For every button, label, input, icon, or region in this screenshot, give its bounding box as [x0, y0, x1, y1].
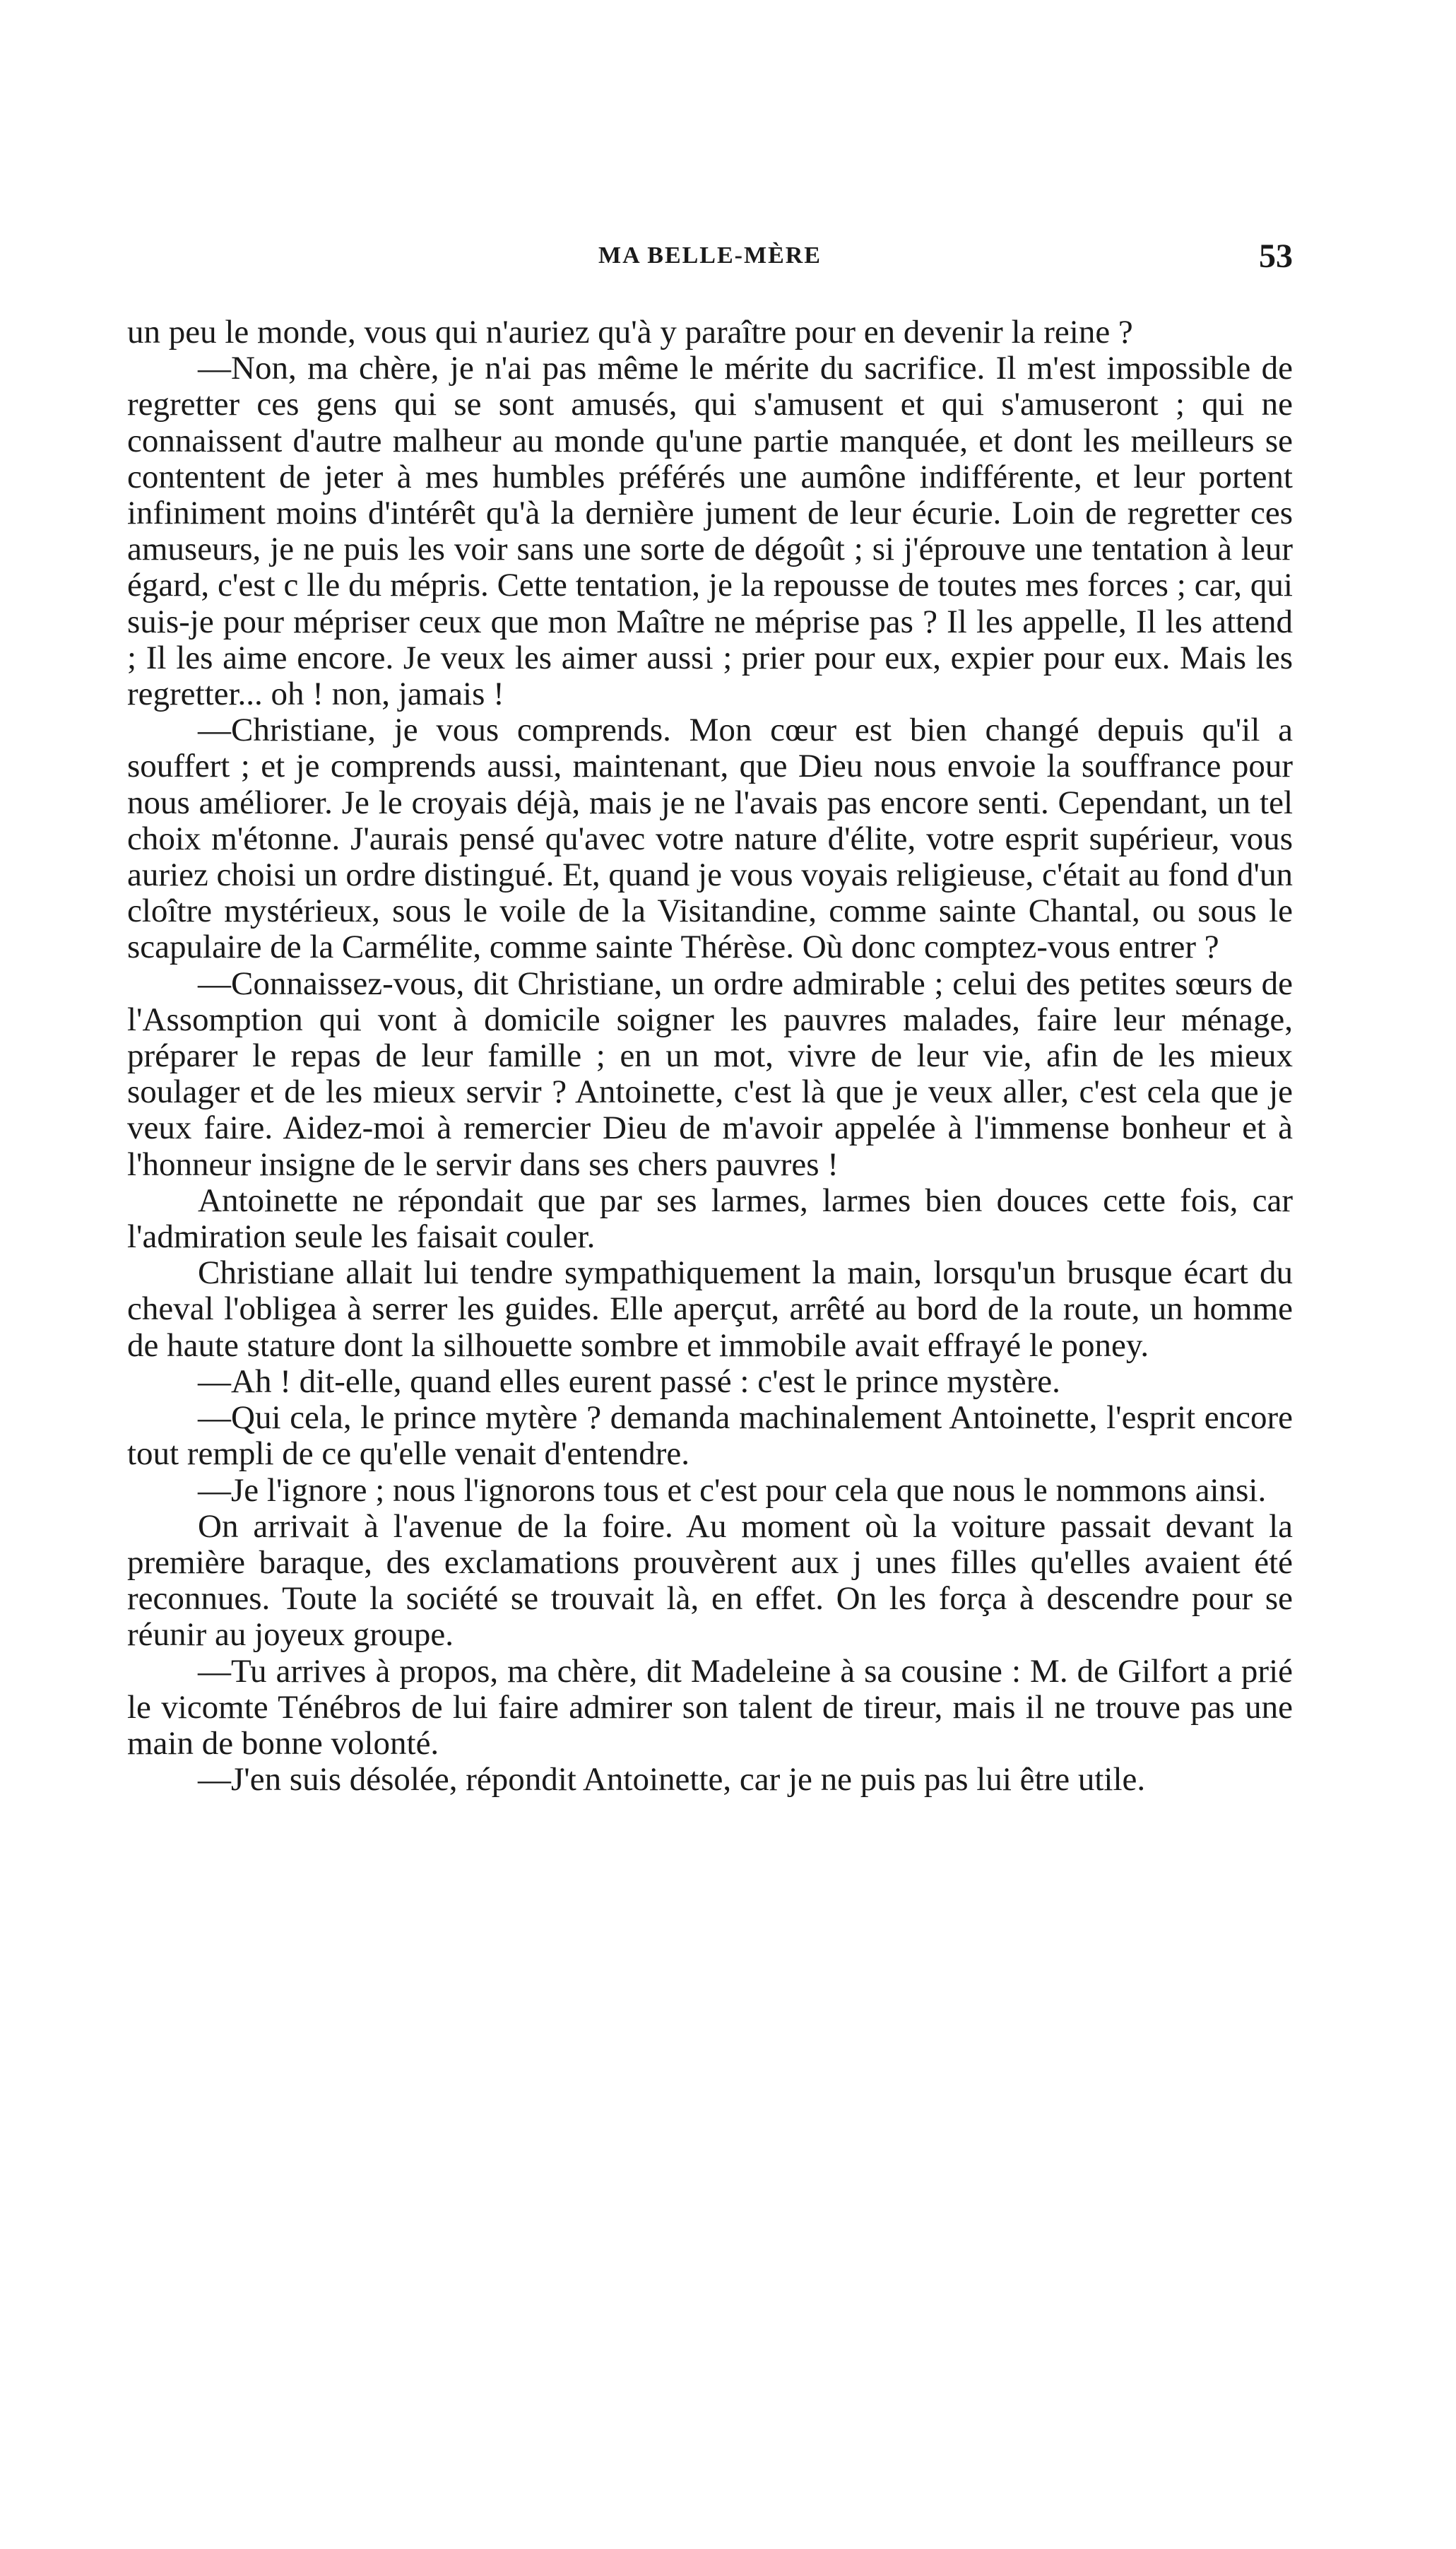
paragraph: —Tu arrives à propos, ma chère, dit Madeleine à sa cousine : M. de Gilfort a prié le vicomte Ténébros de lui faire admirer son talent de tireur, mais il ne trouve pas une main de bonne volonté. [127, 1652, 1293, 1762]
paragraph: —Christiane, je vous comprends. Mon cœur est bien changé depuis qu'il a souffert ; et je comprends aussi, maintenant, que Dieu nous envoie la souffrance pour nous améliorer. Je le croyais déjà, mais je ne l'avais pas encore senti. Cependant, un tel choix m'étonne. J'aurais pensé qu'avec votre nature d'élite, votre esprit supérieur, vous auriez choisi un ordre distingué. Et, quand je vous voyais religieuse, c'était au fond d'un cloître mystérieux, sous le voile de la Visitandine, comme sainte Chantal, ou sous le scapulaire de la Carmélite, comme sainte Thérèse. Où donc comptez-vous entrer ? [127, 712, 1293, 966]
paragraph: —Non, ma chère, je n'ai pas même le mérite du sacrifice. Il m'est impossible de regretter ces gens qui se sont amusés, qui s'amusent et qui s'amuseront ; qui ne connaissent d'autre malheur au monde qu'une partie manquée, et dont les meilleurs se contentent de jeter à mes humbles préférés une aumône indifférente, et leur portent infiniment moins d'intérêt qu'à la dernière jument de leur écurie. Loin de regretter ces amuseurs, je ne puis les voir sans une sorte de dégoût ; si j'éprouve une tentation à leur égard, c'est c lle du mépris. Cette tentation, je la repousse de toutes mes forces ; car, qui suis-je pour mépriser ceux que mon Maître ne méprise pas ? Il les appelle, Il les attend ; Il les aime encore. Je veux les aimer aussi ; prier pour eux, expier pour eux. Mais les regretter... oh ! non, jamais ! [127, 350, 1293, 713]
paragraph: —Je l'ignore ; nous l'ignorons tous et c'est pour cela que nous le nommons ainsi. [198, 1471, 1267, 1509]
paragraph: —Ah ! dit-elle, quand elles eurent passé : c'est le prince mystère. [198, 1362, 1060, 1400]
paragraph: Antoinette ne répondait que par ses larmes, larmes bien douces cette fois, car l'admiration seule les faisait couler. [127, 1182, 1293, 1256]
paragraph: On arrivait à l'avenue de la foire. Au moment où la voiture passait devant la première baraque, des exclamations prouvèrent aux j unes filles qu'elles avaient été reconnues. Toute la société se trouvait là, en effet. On les força à descendre pour se réunir au joyeux groupe. [127, 1507, 1293, 1654]
paragraph: Christiane allait lui tendre sympathiquement la main, lorsqu'un brusque écart du cheval l'obligea à serrer les guides. Elle aperçut, arrêté au bord de la route, un homme de haute stature dont la silhouette sombre et immobile avait effrayé le poney. [127, 1254, 1293, 1364]
page-number: 53 [1259, 237, 1293, 275]
paragraph: —Qui cela, le prince mytère ? demanda machinalement Antoinette, l'esprit encore tout rempli de ce qu'elle venait d'entendre. [127, 1399, 1293, 1473]
paragraph: un peu le monde, vous qui n'auriez qu'à y paraître pour en devenir la reine ? [127, 314, 1133, 351]
running-header [127, 237, 1293, 279]
paragraph: —J'en suis désolée, répondit Antoinette, car je ne puis pas lui être utile. [198, 1761, 1146, 1799]
body-text [127, 314, 1293, 1798]
running-title: MA BELLE-MÈRE [598, 242, 822, 269]
paragraph: —Connaissez-vous, dit Christiane, un ordre admirable ; celui des petites sœurs de l'Assomption qui vont à domicile soigner les pauvres malades, faire leur ménage, préparer le repas de leur famille ; en un mot, vivre de leur vie, afin de les mieux soulager et de les mieux servir ? Antoinette, c'est là que je veux aller, c'est cela que je veux faire. Aidez-moi à remercier Dieu de m'avoir appelée à l'immense bonheur et à l'honneur insigne de le servir dans ses chers pauvres ! [127, 965, 1293, 1183]
